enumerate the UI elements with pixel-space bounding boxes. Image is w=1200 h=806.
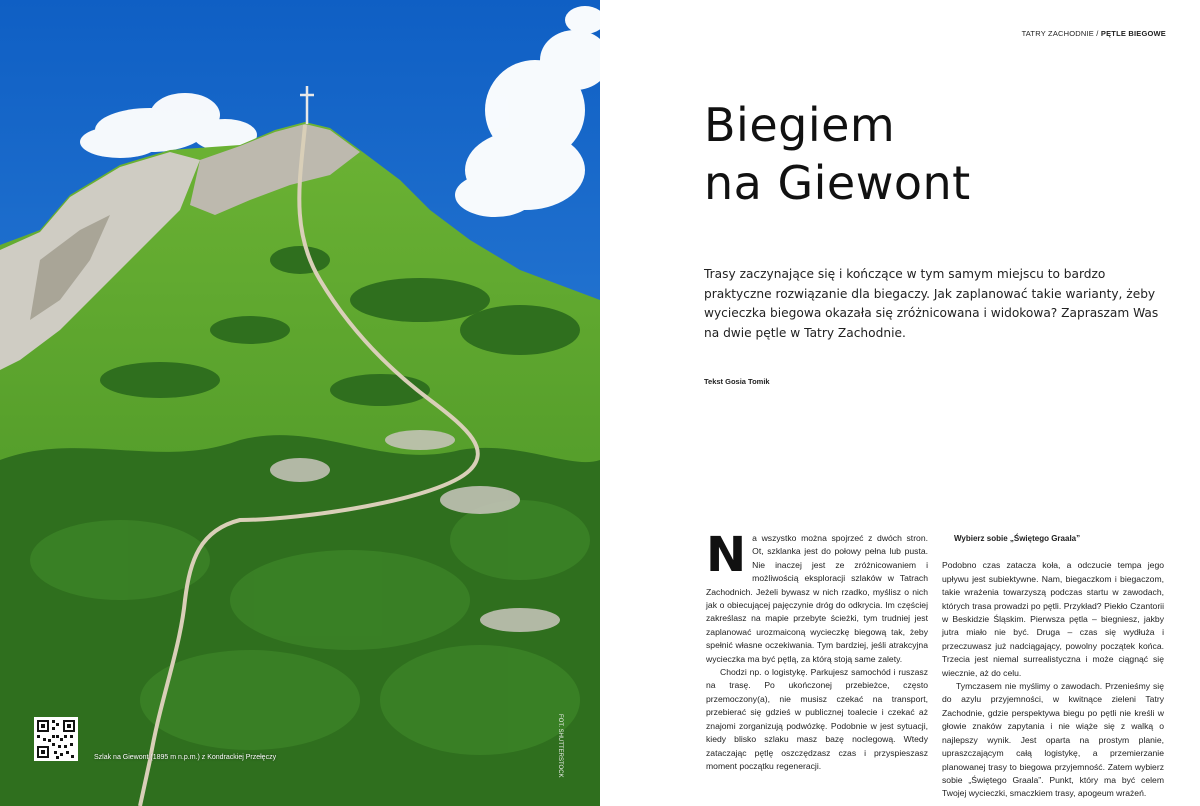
body-paragraph: Podobno czas zatacza koła, a odczucie tempa jego upływu jest subiektywne. Nam, biegaczkom i biegaczom, takie wrażenia towarzyszą podczas startu w zawodach, których trasa prowadzi po pętli. Przykład? Piekło Czantorii w Beskidzie Śląskim. Pierwsza pętla – biegniesz, jakby jutra miało nie być. Druga – czas się wydłuża i przeczuwasz już nadciągający, powolny początek końca. Trzecia jest niemal surrealistyczna i może ciągnąć się wiecznie, aż do celu. (942, 560, 1164, 678)
byline: Tekst Gosia Tomik (704, 377, 770, 386)
title-line-1: Biegiem (704, 98, 896, 152)
qr-code-icon (34, 717, 78, 761)
drop-cap: N (706, 527, 747, 583)
qr-code[interactable] (34, 717, 78, 761)
title-line-2: na Giewont (704, 156, 971, 210)
running-head-topic: PĘTLE BIEGOWE (1100, 29, 1166, 38)
article-lead: Trasy zaczynające się i kończące w tym samym miejscu to bardzo praktyczne rozwiązanie dla biegaczy. Jak zaplanować takie warianty, żeby wycieczka biegowa okazała się zróżnicowana i widokowa? Zapraszam Was na dwie pętle w Tatry Zachodnie. (704, 267, 1159, 340)
article-page (600, 0, 1200, 806)
body-paragraph: Tymczasem nie myślimy o zawodach. Przenieśmy się do azylu przyjemności, w kwitnące zieleni Tatry Zachodnie, gdzie perspektywa biegu po pętli nie kreśli w głowie znaków zapytania i nie wiąże się z walką o najlepszy wynik. Jest oparta na prostym planie, upraszczającym całą logistykę, a przemierzanie planowanej trasy to biegowa przyjemność. Zatem wybierz sobie „Świętego Graala”. Punkt, który ma być celem Twojej wycieczki, smaczkiem trasy, apogeum wrażeń. (942, 681, 1164, 799)
photo-caption: Szlak na Giewont (1895 m n.p.m.) z Kondrackiej Przełęczy (94, 754, 277, 761)
body-column-2 (942, 532, 1164, 801)
body-paragraph: Chodzi np. o logistykę. Parkujesz samochód i ruszasz na trasę. Po ukończonej przebieżce, często przemoczony(a), nie musisz czekać na transport, przebierać się gdzieś w publicznej toalecie i czekać aż znajomi zorganizują podwózkę. Podobnie w jest sytuacji, kiedy blisko szlaku masz bazę noclegową. Wtedy zataczając pętlę oszczędzasz czas i przyspieszasz moment początku regeneracji. (706, 667, 928, 771)
section-subhead: Wybierz sobie „Świętego Graala” (954, 534, 1081, 543)
photo-credit: FOT. SHUTTERSTOCK (557, 714, 563, 778)
article-title (704, 96, 971, 212)
body-paragraph: Na wszystko można spojrzeć z dwóch stron. Ot, szklanka jest do połowy pełna lub pusta. Nie inaczej jest ze zróżnicowaniem i możliwością eksploracji szlaków w Tatrach Zachodnich. Jeżeli bywasz w nich rzadko, myślisz o nich jak o obiecującej pajęczynie dróg do odkrycia. Im częściej zakreślasz na mapie przebyte ścieżki, tym trudniej jest zaplanować urozmaiconą wycieczkę biegową tak, żeby spełnić własne oczekiwania. Tym bardziej, jeśli atrakcyjna wycieczka ma być pętlą, za którą stoją same zalety. (706, 527, 928, 664)
running-head-section: TATRY ZACHODNIE / (1021, 29, 1099, 38)
body-column-1 (706, 527, 928, 773)
running-head (1022, 29, 1166, 38)
